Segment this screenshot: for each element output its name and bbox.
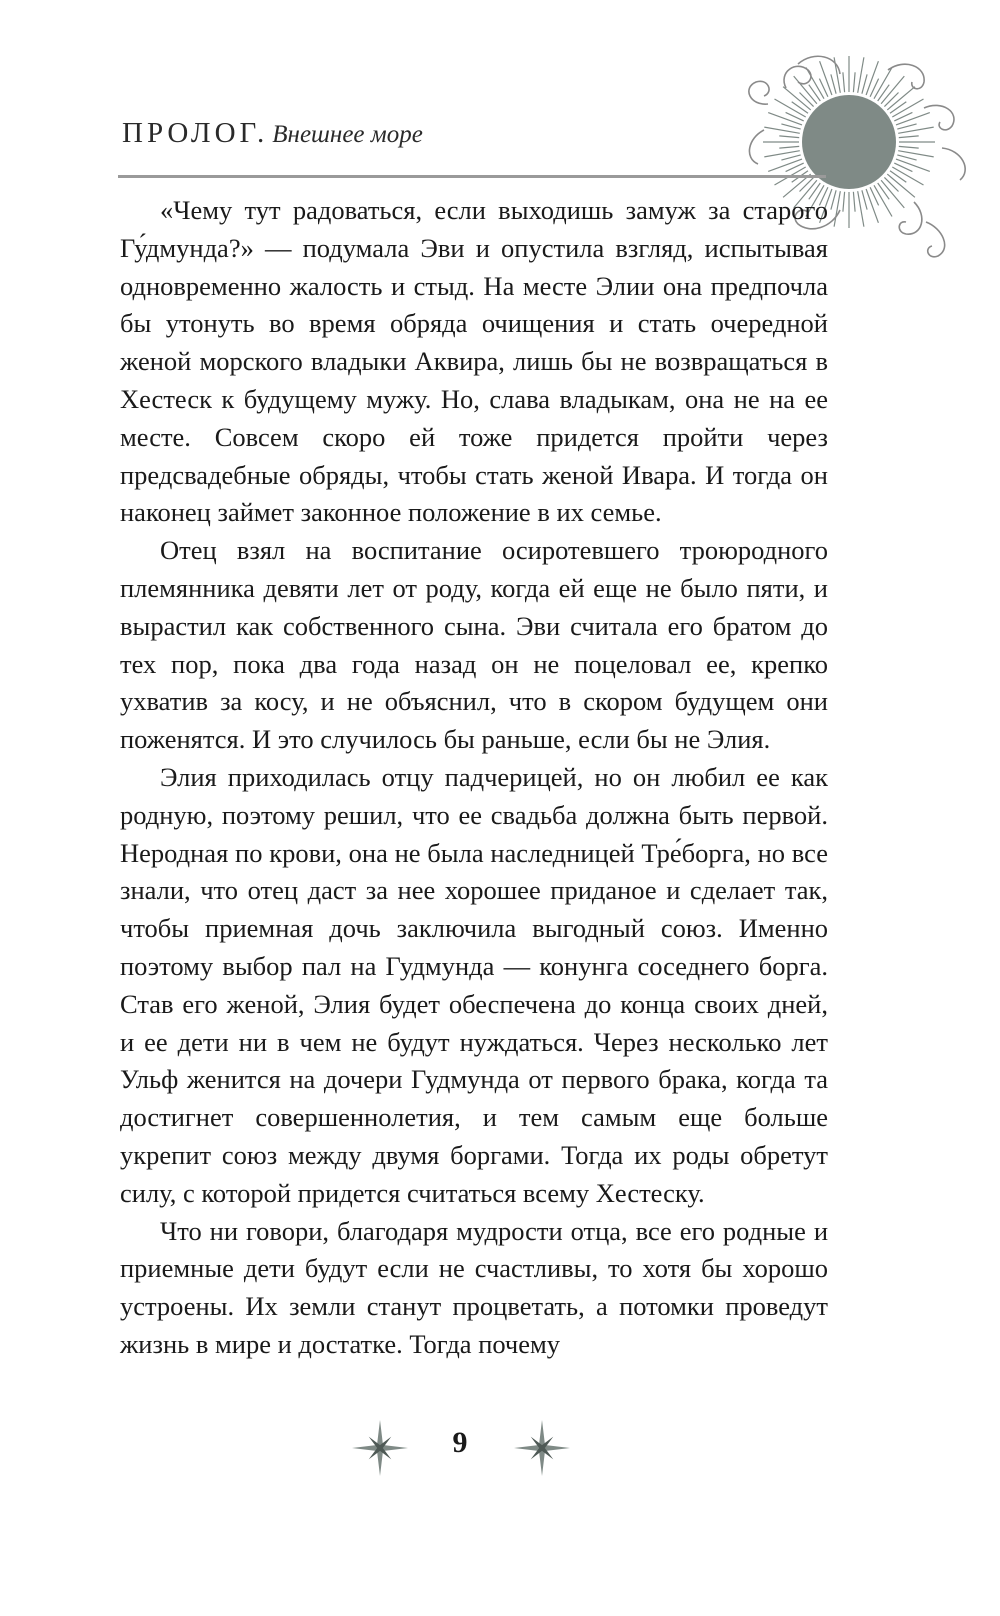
sun-ray <box>792 102 808 114</box>
sun-ray <box>820 61 832 95</box>
sun-ray <box>884 93 898 107</box>
page-footer <box>340 1418 580 1478</box>
sun-ray <box>843 192 845 212</box>
paragraph: «Чему тут радоваться, если выходишь замуж за старого Гу́дмунда?» — подумала Эви и опустила взгляд, испытывая одновременно жалость и стыд. На месте Элии она предпочла бы утонуть во время обряда очищения и стать очередной женой морского владыки Аквира, лишь бы не возвращаться в Хестеск к будущему мужу. Но, слава владыкам, она не на ее месте. Совсем скоро ей тоже придется пройти через предсвадебные обряды, чтобы стать женой Ивара. И тогда он наконец займет законное положение в их семье. <box>120 195 828 528</box>
chapter-title: ПРОЛОГ. <box>122 117 269 149</box>
header-rule <box>118 175 826 178</box>
sun-ray <box>781 155 800 160</box>
paragraph: Что ни говори, благодаря мудрости отца, все его родные и приемные дети будут если не счастливы, то хотя бы хорошо устроены. Их земли станут процветать, а потомки проведут жизнь в мире и достатке. Тогда почему <box>120 1215 828 1359</box>
sun-ray <box>831 190 836 209</box>
sun-ray <box>878 183 890 199</box>
body-text <box>120 192 828 1364</box>
sun-ray <box>862 190 867 209</box>
sun-ray <box>831 74 836 93</box>
star-ornament-icon <box>512 1418 572 1478</box>
page-number: 9 <box>452 1426 468 1459</box>
sun-ray <box>897 155 916 160</box>
paragraph: Элия приходилась отцу падчерицей, но он любил ее как родную, поэтому решил, что ее свадьба должна быть первой. Неродная по крови, она не была наследницей Тре́борга, но все знали, что отец даст за нее хорошее приданое и сделает так, чтобы приемная дочь заключила выгодный союз. Именно поэтому выбор пал на Гудмунда — конунга соседнего борга. Став его женой, Элия будет обеспечена до конца своих дней, и ее дети ни в чем не будут нуждаться. Через несколько лет Ульф женится на дочери Гудмунда от первого брака, когда та достигнет совершеннолетия, и тем самым еще больше укрепит союз между двумя боргами. Тогда их роды обретут силу, с которой придется считаться всему Хестеску. <box>120 761 828 1208</box>
sun-ray <box>809 85 821 101</box>
sun-ray <box>768 113 802 125</box>
sun-ray <box>843 72 845 92</box>
sun-ray <box>890 171 906 183</box>
sun-ray <box>862 74 867 93</box>
sun-ray <box>899 136 919 138</box>
sun-ray <box>800 93 814 107</box>
paragraph: Отец взял на воспитание осиротевшего троюродного племянника девяти лет от роду, когда ей еще не было пяти, и вырастил как собственного сына. Эви считала его братом до тех пор, пока два года назад он не поцеловал ее, крепко ухватив за косу, и не объяснил, что в скором будущем они поженятся. И это случилось бы раньше, если бы не Элия. <box>120 535 828 755</box>
chapter-subtitle: Внешнее море <box>272 121 423 148</box>
sun-ray <box>866 61 878 95</box>
sun-ray <box>899 146 919 148</box>
sun-ray <box>866 189 878 223</box>
star-ornament-icon <box>350 1418 410 1478</box>
running-head <box>122 117 423 150</box>
sun-ray <box>779 136 799 138</box>
sun-ray <box>884 177 898 191</box>
sun-ray <box>800 177 814 191</box>
sun-ray <box>890 102 906 114</box>
sun-ray <box>878 85 890 101</box>
sun-ray <box>896 159 930 171</box>
sun-ray <box>897 124 916 129</box>
sun-ray <box>779 146 799 148</box>
sun-ray <box>896 113 930 125</box>
sun-ray <box>853 192 855 212</box>
sun-ray <box>768 159 802 171</box>
sun-ray <box>853 72 855 92</box>
sun-ray <box>781 124 800 129</box>
